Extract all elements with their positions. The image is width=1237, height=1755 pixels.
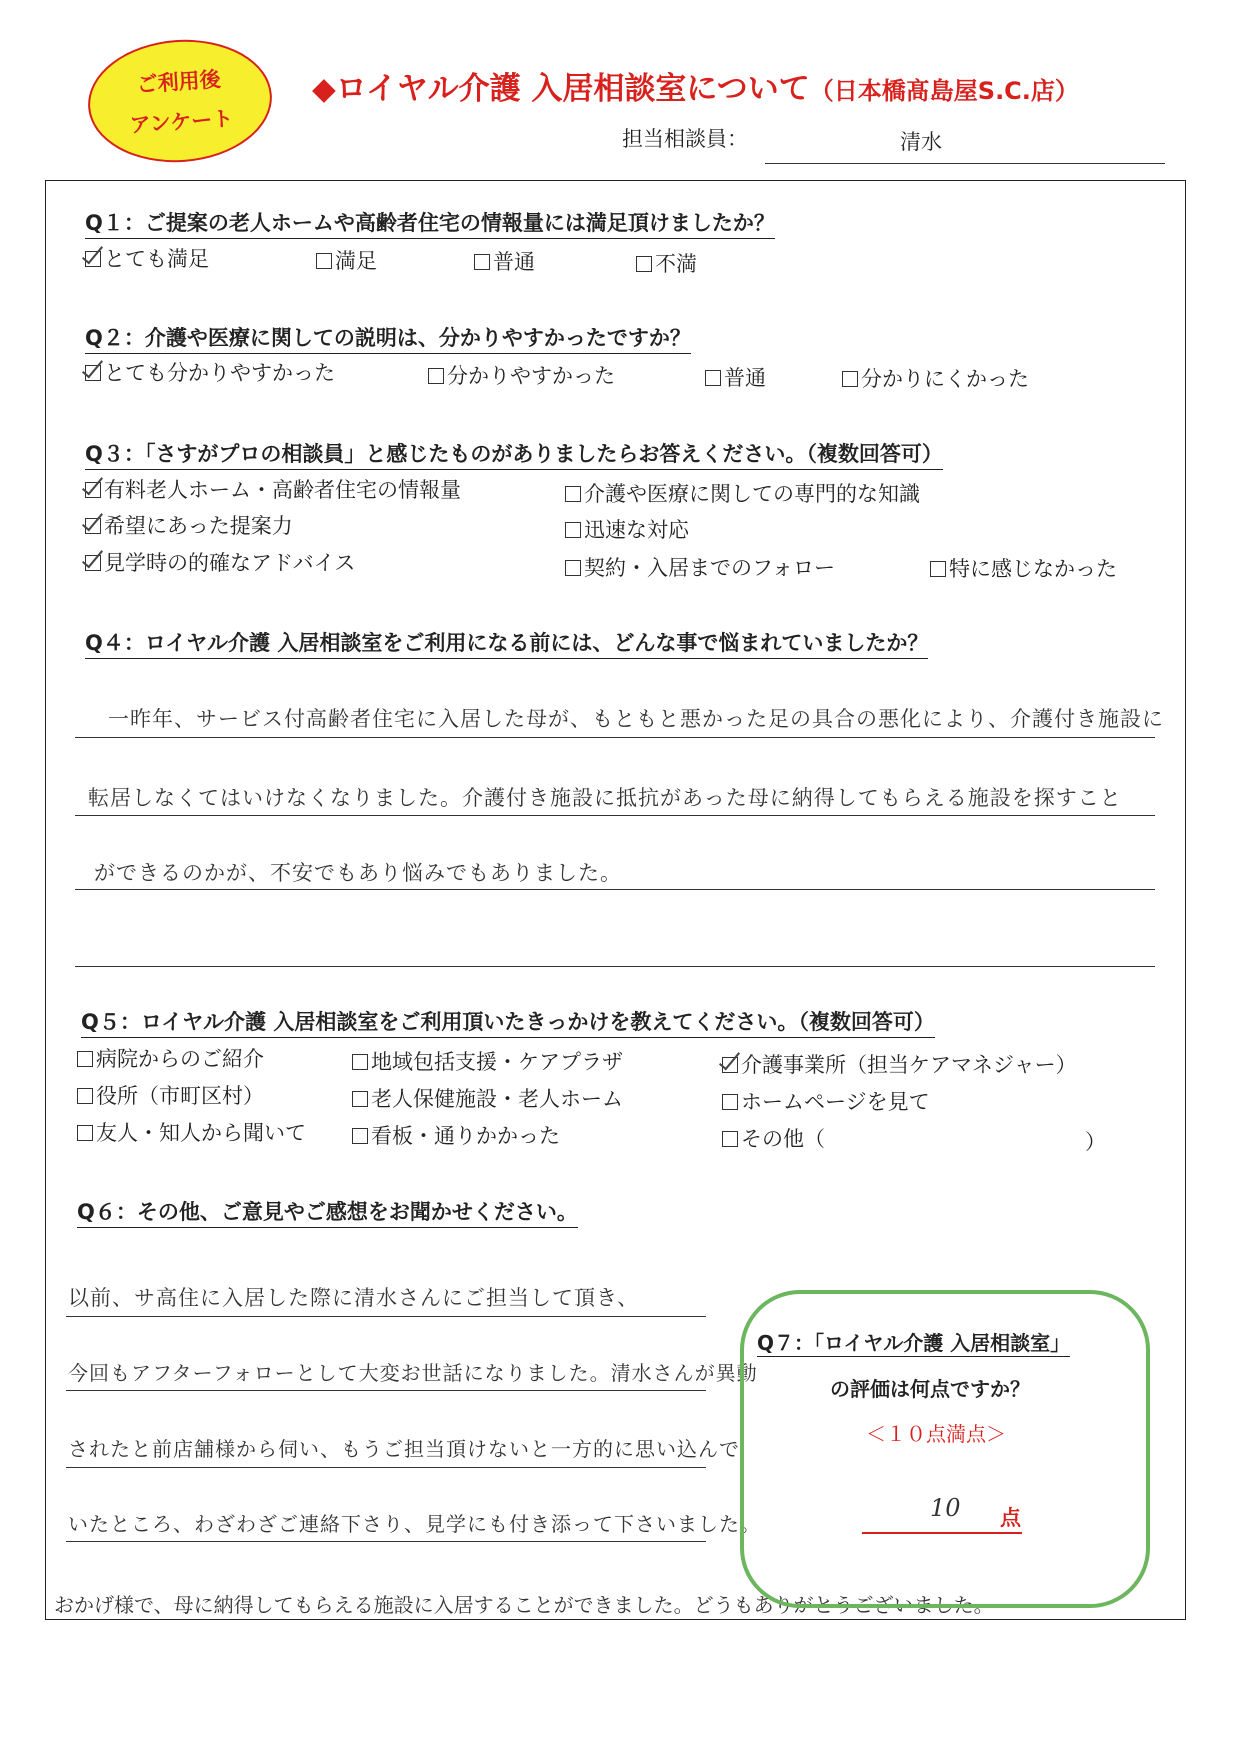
q7-score: 10 <box>930 1494 961 1522</box>
q6-answer-line-1: 以前、サ高住に入居した際に清水さんにご担当して頂き、 <box>68 1286 640 1310</box>
checkbox[interactable] <box>722 1094 738 1110</box>
q1-question: Q１：ご提案の老人ホームや高齢者住宅の情報量には満足頂けましたか？ <box>85 207 775 239</box>
q7-score-underline <box>862 1532 1022 1534</box>
checkbox[interactable] <box>722 1131 738 1147</box>
q2-option-1[interactable]: とても分かりやすかった <box>85 357 335 387</box>
answer-rule <box>75 889 1155 890</box>
staff-label: 担当相談員： <box>622 127 748 151</box>
q3-option-4[interactable]: 迅速な対応 <box>565 514 689 544</box>
q3-question: Q３：「さすがプロの相談員」と感じたものがありましたらお答えください。（複数回答可） <box>85 438 943 470</box>
q5-option-5[interactable]: 老人保健施設・老人ホーム <box>352 1083 623 1113</box>
checkbox[interactable] <box>428 368 444 384</box>
q5-other-close: ） <box>1085 1130 1106 1154</box>
checkbox[interactable] <box>722 1057 738 1073</box>
checkbox[interactable] <box>85 555 101 571</box>
checkbox[interactable] <box>85 518 101 534</box>
q5-option-7[interactable]: 友人・知人から聞いて <box>77 1117 306 1147</box>
checkbox[interactable] <box>474 254 490 270</box>
checkbox[interactable] <box>930 561 946 577</box>
q3-option-3[interactable]: 希望にあった提案力 <box>85 510 293 540</box>
q5-option-9[interactable]: その他（ <box>722 1123 825 1153</box>
checkbox[interactable] <box>77 1051 93 1067</box>
q4-answer-line-2: 転居しなくてはいけなくなりました。介護付き施設に抵抗があった母に納得してもらえる施設を探すこと <box>88 786 1122 810</box>
checkbox[interactable] <box>352 1128 368 1144</box>
store-name: （日本橋髙島屋S.C.店） <box>809 77 1079 105</box>
q6-answer-line-3: されたと前店舗様から伺い、もうご担当頂けないと一方的に思い込んで <box>68 1437 740 1461</box>
q4-answer-line-3: ができるのかが、不安でもあり悩みでもありました。 <box>94 861 622 885</box>
q3-option-7[interactable]: 特に感じなかった <box>930 553 1117 583</box>
checkbox[interactable] <box>77 1088 93 1104</box>
answer-rule <box>66 1467 706 1468</box>
checkbox[interactable] <box>565 522 581 538</box>
q4-question: Q４：ロイヤル介護 入居相談室をご利用になる前には、どんな事で悩まれていましたか？ <box>85 627 928 659</box>
q5-option-1[interactable]: 病院からのご紹介 <box>77 1043 264 1073</box>
q3-option-6[interactable]: 契約・入居までのフォロー <box>565 552 835 582</box>
checkbox[interactable] <box>85 365 101 381</box>
page-title <box>312 63 1079 108</box>
checkbox[interactable] <box>85 251 101 267</box>
q6-answer-line-4: いたところ、わざわざご連絡下さり、見学にも付き添って下さいました。 <box>68 1512 761 1536</box>
q7-question-line-2: の評価は何点ですか？ <box>830 1377 1030 1401</box>
checkbox[interactable] <box>705 370 721 386</box>
checkbox[interactable] <box>565 560 581 576</box>
title-text: ◆ロイヤル介護 入居相談室について <box>312 71 810 107</box>
q7-score-unit: 点 <box>1000 1506 1021 1530</box>
q5-option-6[interactable]: ホームページを見て <box>722 1086 930 1116</box>
staff-underline <box>765 163 1165 164</box>
answer-rule <box>66 1390 706 1391</box>
q1-option-2[interactable]: 満足 <box>316 245 377 275</box>
q1-option-3[interactable]: 普通 <box>474 246 535 276</box>
checkbox[interactable] <box>352 1054 368 1070</box>
answer-rule <box>66 1541 706 1542</box>
badge-line-2: アンケート <box>128 106 235 138</box>
q1-option-1[interactable]: とても満足 <box>85 243 209 273</box>
answer-rule <box>75 737 1155 738</box>
q1-option-4[interactable]: 不満 <box>636 248 697 278</box>
checkbox[interactable] <box>316 253 332 269</box>
answer-rule <box>75 815 1155 816</box>
q2-question: Q２：介護や医療に関しての説明は、分かりやすかったですか？ <box>85 322 691 354</box>
q2-option-3[interactable]: 普通 <box>705 362 766 392</box>
q5-question: Q５：ロイヤル介護 入居相談室をご利用頂いたきっかけを教えてください。（複数回答可） <box>81 1006 935 1038</box>
q5-option-8[interactable]: 看板・通りかかった <box>352 1120 560 1150</box>
answer-rule <box>66 1316 706 1317</box>
checkbox[interactable] <box>77 1125 93 1141</box>
q2-option-2[interactable]: 分かりやすかった <box>428 360 615 390</box>
q3-option-5[interactable]: 見学時の的確なアドバイス <box>85 547 355 577</box>
q7-question-line-1: Q７：「ロイヤル介護 入居相談室」 <box>757 1327 1070 1357</box>
q6-answer-line-2: 今回もアフターフォローとして大変お世話になりました。清水さんが異動 <box>68 1361 758 1385</box>
checkbox[interactable] <box>842 371 858 387</box>
badge-line-1: ご利用後 <box>135 67 222 97</box>
q3-option-1[interactable]: 有料老人ホーム・高齢者住宅の情報量 <box>85 474 461 504</box>
survey-badge <box>84 34 276 169</box>
q2-option-4[interactable]: 分かりにくかった <box>842 363 1029 393</box>
q6-answer-line-5: おかげ様で、母に納得してもらえる施設に入居することができました。どうもありがとうございました。 <box>54 1593 994 1617</box>
q4-answer-line-1: 一昨年、サービス付高齢者住宅に入居した母が、もともと悪かった足の具合の悪化により、介護付き施設に <box>108 707 1164 731</box>
q3-option-2[interactable]: 介護や医療に関しての専門的な知識 <box>565 478 920 508</box>
checkbox[interactable] <box>85 482 101 498</box>
q7-scale: ＜１０点満点＞ <box>866 1422 1006 1446</box>
answer-rule <box>75 966 1155 967</box>
q5-option-4[interactable]: 役所（市町区村） <box>77 1080 264 1110</box>
q5-option-2[interactable]: 地域包括支援・ケアプラザ <box>352 1046 623 1076</box>
checkbox[interactable] <box>565 486 581 502</box>
checkbox[interactable] <box>352 1091 368 1107</box>
q6-question: Q６：その他、ご意見やご感想をお聞かせください。 <box>77 1196 578 1228</box>
staff-name: 清水 <box>900 130 942 154</box>
q5-option-3[interactable]: 介護事業所（担当ケアマネジャー） <box>722 1049 1077 1079</box>
checkbox[interactable] <box>636 256 652 272</box>
